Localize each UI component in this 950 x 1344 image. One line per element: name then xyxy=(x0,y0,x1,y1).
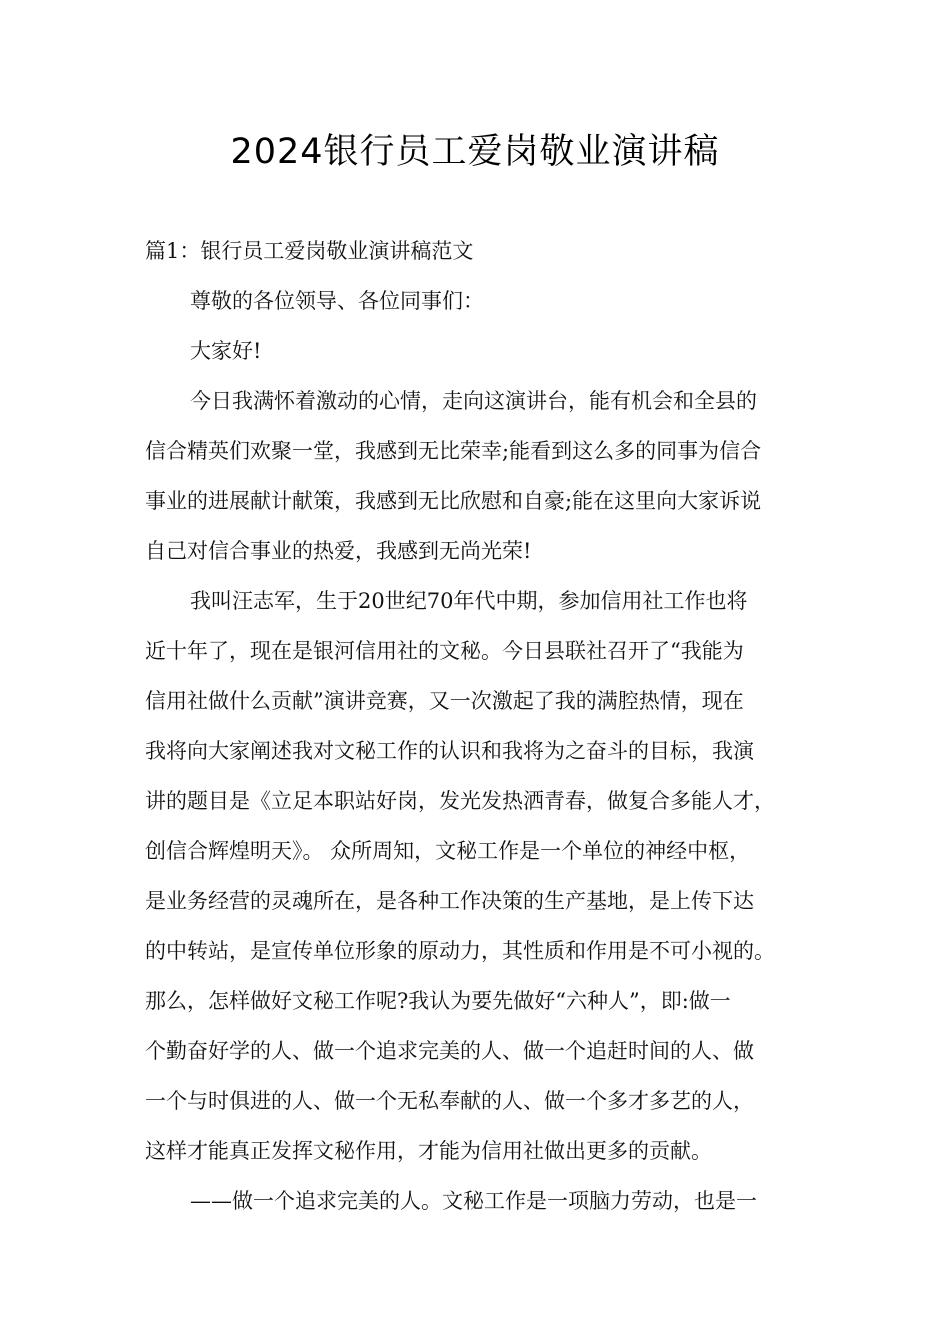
paragraph-line: 我叫汪志军，生于20世纪70年代中期，参加信用社工作也将 xyxy=(190,589,748,613)
greeting: 大家好! xyxy=(190,339,262,363)
paragraph-line: 个勤奋好学的人、做一个追求完美的人、做一个追赶时间的人、做 xyxy=(145,1039,754,1063)
paragraph-line: 近十年了，现在是银河信用社的文秘。今日县联社召开了“我能为 xyxy=(145,639,744,663)
paragraph-line: 事业的进展献计献策，我感到无比欣慰和自豪;能在这里向大家诉说 xyxy=(145,489,762,513)
paragraph-line: 创信合辉煌明天》。 众所周知，文秘工作是一个单位的神经中枢， xyxy=(145,839,751,863)
paragraph-line: 信用社做什么贡献”演讲竞赛，又一次激起了我的满腔热情，现在 xyxy=(145,689,744,713)
paragraph-line: ——做一个追求完美的人。文秘工作是一项脑力劳动，也是一 xyxy=(190,1189,757,1213)
paragraph-line: 我将向大家阐述我对文秘工作的认识和我将为之奋斗的目标，我演 xyxy=(145,739,754,763)
section-heading: 篇1：银行员工爱岗敬业演讲稿范文 xyxy=(145,239,474,263)
paragraph-line: 的中转站，是宣传单位形象的原动力，其性质和作用是不可小视的。 xyxy=(145,939,775,963)
paragraph-line: 讲的题目是《立足本职站好岗，发光发热洒青春，做复合多能人才， xyxy=(145,789,775,813)
paragraph-line: 这样才能真正发挥文秘作用，才能为信用社做出更多的贡献。 xyxy=(145,1139,712,1163)
paragraph-line: 今日我满怀着激动的心情，走向这演讲台，能有机会和全县的 xyxy=(190,389,757,413)
paragraph-line: 那么，怎样做好文秘工作呢?我认为要先做好“六种人”，即:做一 xyxy=(145,989,731,1013)
paragraph-line: 自己对信合事业的热爱，我感到无尚光荣! xyxy=(145,539,532,563)
salutation: 尊敬的各位领导、各位同事们： xyxy=(190,289,484,313)
paragraph-line: 是业务经营的灵魂所在，是各种工作决策的生产基地，是上传下达 xyxy=(145,889,754,913)
paragraph-line: 一个与时俱进的人、做一个无私奉献的人、做一个多才多艺的人， xyxy=(145,1089,754,1113)
paragraph-line: 信合精英们欢聚一堂，我感到无比荣幸;能看到这么多的同事为信合 xyxy=(145,439,762,463)
document-title: 2024银行员工爱岗敬业演讲稿 xyxy=(230,132,720,172)
